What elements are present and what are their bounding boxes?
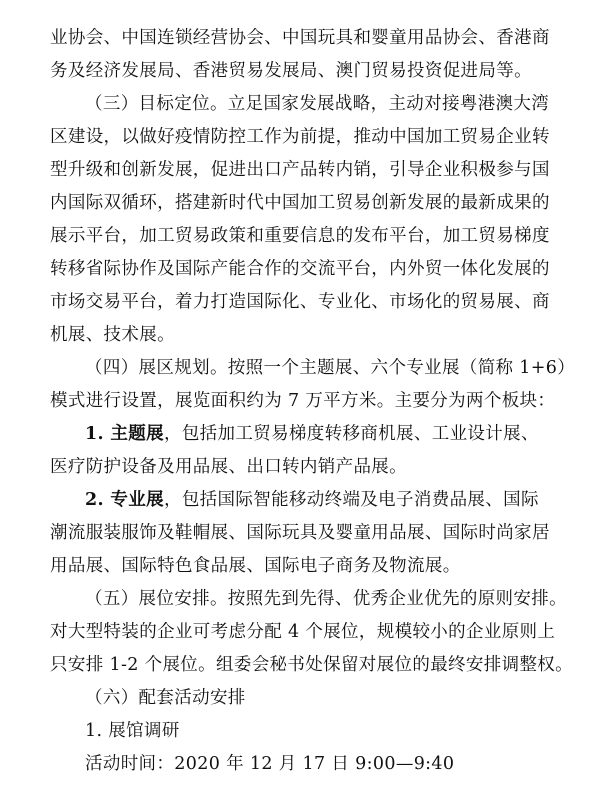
text-line: 型升级和创新发展，促进出口产品转内销，引导企业积极参与国 xyxy=(50,160,550,180)
list-item-1-text: ，包括加工贸易梯度转移商机展、工业设计展、 xyxy=(163,424,539,444)
text-line: 内国际双循环，搭建新时代中国加工贸易创新发展的最新成果的 xyxy=(50,193,550,213)
text-line: 展示平台，加工贸易政策和重要信息的发布平台，加工贸易梯度 xyxy=(50,226,550,246)
text-line: 医疗防护设备及用品展、出口转内销产品展。 xyxy=(50,457,407,477)
list-item-2-title: 2. 专业展 xyxy=(85,490,164,510)
text-line: 潮流服装服饰及鞋帽展、国际玩具及婴童用品展、国际时尚家居 xyxy=(50,523,550,543)
activity-time: 活动时间：2020 年 12 月 17 日 9:00—9:40 xyxy=(85,754,455,774)
text-line: 机展、技术展。 xyxy=(50,325,175,345)
list-item-2 xyxy=(50,484,571,517)
text-line: 转移省际协作及国际产能合作的交流平台，内外贸一体化发展的 xyxy=(50,259,550,279)
text-line: 市场交易平台，着力打造国际化、专业化、市场化的贸易展、商 xyxy=(50,292,550,312)
text-line: 对大型特装的企业可考虑分配 4 个展位，规模较小的企业原则上 xyxy=(50,622,556,642)
list-item-1 xyxy=(50,418,571,451)
text-line: 业协会、中国连锁经营协会、中国玩具和婴童用品协会、香港商 xyxy=(50,28,550,48)
text-line: 区建设，以做好疫情防控工作为前提，推动中国加工贸易企业转 xyxy=(50,127,550,147)
section-heading-4: （四）展区规划。按照一个主题展、六个专业展（简称 1+6） xyxy=(85,358,576,378)
sub-item-1: 1. 展馆调研 xyxy=(85,721,180,741)
section-heading-6: （六）配套活动安排 xyxy=(85,688,246,708)
list-item-1-title: 1. 主题展 xyxy=(85,424,164,444)
list-item-2-text: ，包括国际智能移动终端及电子消费品展、国际 xyxy=(163,490,539,510)
text-line: 务及经济发展局、香港贸易发展局、澳门贸易投资促进局等。 xyxy=(50,61,532,81)
text-line: 模式进行设置，展览面积约为 7 万平方米。主要分为两个板块： xyxy=(50,391,556,411)
text-line: 用品展、国际特色食品展、国际电子商务及物流展。 xyxy=(50,556,461,576)
section-heading-3: （三）目标定位。立足国家发展战略，主动对接粤港澳大湾 xyxy=(85,94,550,114)
section-heading-5: （五）展位安排。按照先到先得、优秀企业优先的原则安排。 xyxy=(85,589,567,609)
text-line: 只安排 1-2 个展位。组委会秘书处保留对展位的最终安排调整权。 xyxy=(50,655,574,675)
